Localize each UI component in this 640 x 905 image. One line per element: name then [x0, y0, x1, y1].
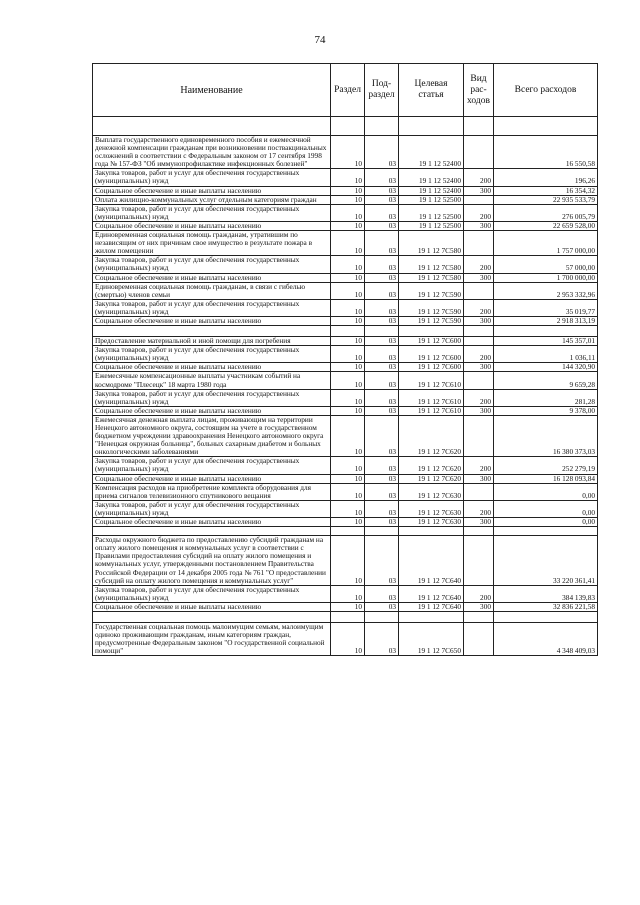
row-section: 10: [331, 337, 365, 346]
row-target: 19 1 12 7С580: [399, 256, 464, 273]
row-name: Социальное обеспечение и иные выплаты населению: [93, 316, 331, 325]
row-expense-type: 300: [464, 221, 494, 230]
header-name: Наименование: [93, 64, 331, 117]
row-section: 10: [331, 136, 365, 169]
row-target: 19 1 12 7С640: [399, 602, 464, 611]
row-expense-type: [464, 231, 494, 256]
row-expense-type: 200: [464, 585, 494, 602]
spacer-cell: [331, 611, 365, 622]
table-row: [93, 474, 598, 483]
row-target: 19 1 12 7С600: [399, 346, 464, 363]
row-subsection: 03: [365, 372, 399, 389]
row-subsection: 03: [365, 536, 399, 586]
row-subsection: 03: [365, 316, 399, 325]
row-name: Компенсация расходов на приобретение комплекта оборудования для приема сигналов телевизионного спутникового вещания: [93, 483, 331, 500]
row-section: 10: [331, 186, 365, 195]
spacer-cell: [331, 326, 365, 337]
row-target: 19 1 12 7С590: [399, 282, 464, 299]
table-row: [93, 500, 598, 517]
table-row: [93, 406, 598, 415]
row-total: 0,00: [494, 483, 598, 500]
row-target: 19 1 12 7С600: [399, 337, 464, 346]
row-name: Закупка товаров, работ и услуг для обеспечения государственных (муниципальных) нужд: [93, 299, 331, 316]
table-row: [93, 316, 598, 325]
row-target: 19 1 12 7С600: [399, 363, 464, 372]
row-section: 10: [331, 282, 365, 299]
row-expense-type: 200: [464, 256, 494, 273]
row-subsection: 03: [365, 169, 399, 186]
row-name: Расходы окружного бюджета по предоставлению субсидий гражданам на оплату жилого помещения и коммунальных услуг в соответствии с Правилами предоставления субсидий на оплату жилого помещения и коммунальных услуг, утвержденными постановлением Правительства Российской Федерации от 14 декабря 2005 года № 761 "О предоставлении субсидий на оплату жилого помещения и коммунальных услуг": [93, 536, 331, 586]
row-total: 384 139,83: [494, 585, 598, 602]
row-target: 19 1 12 7С580: [399, 231, 464, 256]
row-name: Закупка товаров, работ и услуг для обеспечения государственных (муниципальных) нужд: [93, 346, 331, 363]
row-section: 10: [331, 273, 365, 282]
row-section: 10: [331, 483, 365, 500]
row-subsection: 03: [365, 299, 399, 316]
row-total: 9 378,00: [494, 406, 598, 415]
table-row: [93, 622, 598, 655]
row-name: Предоставление материальной и иной помощи для погребения: [93, 337, 331, 346]
row-total: 9 659,28: [494, 372, 598, 389]
table-row: [93, 299, 598, 316]
row-expense-type: 300: [464, 518, 494, 527]
row-name: Единовременная социальная помощь гражданам, в связи с гибелью (смертью) членов семьи: [93, 282, 331, 299]
row-target: 19 1 12 52500: [399, 221, 464, 230]
row-total: 35 019,77: [494, 299, 598, 316]
table-row: [93, 169, 598, 186]
row-expense-type: [464, 136, 494, 169]
row-total: 0,00: [494, 500, 598, 517]
row-name: Закупка товаров, работ и услуг для обеспечения государственных (муниципальных) нужд: [93, 585, 331, 602]
row-total: 16 128 093,84: [494, 474, 598, 483]
row-target: 19 1 12 7С640: [399, 536, 464, 586]
row-total: 2 918 313,19: [494, 316, 598, 325]
table-row: [93, 346, 598, 363]
row-target: 19 1 12 7С590: [399, 316, 464, 325]
table-row: [93, 256, 598, 273]
table-row: [93, 415, 598, 456]
row-total: 144 320,90: [494, 363, 598, 372]
row-target: 19 1 12 7С610: [399, 406, 464, 415]
page-number: 74: [314, 34, 326, 46]
row-target: 19 1 12 52400: [399, 169, 464, 186]
table-row: [93, 389, 598, 406]
row-subsection: 03: [365, 585, 399, 602]
row-total: 1 700 000,00: [494, 273, 598, 282]
row-expense-type: 200: [464, 389, 494, 406]
spacer-cell: [464, 527, 494, 536]
row-target: 19 1 12 7С580: [399, 273, 464, 282]
row-total: 196,26: [494, 169, 598, 186]
row-expense-type: 200: [464, 299, 494, 316]
row-target: 19 1 12 7С650: [399, 622, 464, 655]
row-expense-type: [464, 282, 494, 299]
row-subsection: 03: [365, 204, 399, 221]
row-section: 10: [331, 195, 365, 204]
spacer-cell: [331, 117, 365, 136]
spacer-cell: [464, 117, 494, 136]
row-name: Закупка товаров, работ и услуг для обеспечения государственных (муниципальных) нужд: [93, 204, 331, 221]
table-row: [93, 536, 598, 586]
row-subsection: 03: [365, 622, 399, 655]
row-total: 252 279,19: [494, 457, 598, 474]
budget-table: [92, 63, 598, 656]
row-section: 10: [331, 585, 365, 602]
row-subsection: 03: [365, 273, 399, 282]
row-total: 281,28: [494, 389, 598, 406]
spacer-cell: [365, 117, 399, 136]
row-subsection: 03: [365, 231, 399, 256]
row-target: 19 1 12 7С620: [399, 457, 464, 474]
table-row: [93, 136, 598, 169]
row-target: 19 1 12 7С630: [399, 518, 464, 527]
row-name: Социальное обеспечение и иные выплаты населению: [93, 186, 331, 195]
row-section: 10: [331, 406, 365, 415]
row-section: 10: [331, 204, 365, 221]
row-section: 10: [331, 536, 365, 586]
row-expense-type: 300: [464, 316, 494, 325]
row-expense-type: [464, 195, 494, 204]
row-expense-type: 200: [464, 500, 494, 517]
row-section: 10: [331, 474, 365, 483]
row-total: 22 935 533,79: [494, 195, 598, 204]
table-row: [93, 585, 598, 602]
spacer-cell: [93, 527, 331, 536]
row-subsection: 03: [365, 186, 399, 195]
row-subsection: 03: [365, 389, 399, 406]
spacer-cell: [494, 611, 598, 622]
table-row: [93, 273, 598, 282]
table-row: [93, 231, 598, 256]
row-total: 1 036,11: [494, 346, 598, 363]
row-target: 19 1 12 7С620: [399, 415, 464, 456]
row-expense-type: [464, 536, 494, 586]
row-subsection: 03: [365, 483, 399, 500]
row-total: 4 348 409,03: [494, 622, 598, 655]
row-target: 19 1 12 7С640: [399, 585, 464, 602]
row-name: Оплата жилищно-коммунальных услуг отдельным категориям граждан: [93, 195, 331, 204]
row-section: 10: [331, 415, 365, 456]
row-total: 33 220 361,41: [494, 536, 598, 586]
row-section: 10: [331, 169, 365, 186]
row-expense-type: 300: [464, 186, 494, 195]
table-row: [93, 337, 598, 346]
row-subsection: 03: [365, 474, 399, 483]
table-row: [93, 195, 598, 204]
row-section: 10: [331, 457, 365, 474]
row-subsection: 03: [365, 282, 399, 299]
spacer-cell: [494, 326, 598, 337]
header-expense-type: Вид рас-ходов: [464, 64, 494, 117]
row-name: Социальное обеспечение и иные выплаты населению: [93, 474, 331, 483]
row-expense-type: 200: [464, 346, 494, 363]
spacer-row: [93, 611, 598, 622]
row-section: 10: [331, 518, 365, 527]
table-header-row: [93, 64, 598, 117]
row-section: 10: [331, 363, 365, 372]
row-total: 2 953 332,96: [494, 282, 598, 299]
row-target: 19 1 12 7С630: [399, 483, 464, 500]
row-name: Закупка товаров, работ и услуг для обеспечения государственных (муниципальных) нужд: [93, 389, 331, 406]
row-target: 19 1 12 7С630: [399, 500, 464, 517]
row-name: Государственная социальная помощь малоимущим семьям, малоимущим одиноко проживающим гражданам, иным категориям граждан, предусмотренные Федеральным законом "О государственной социальной помощи": [93, 622, 331, 655]
table-row: [93, 602, 598, 611]
row-name: Ежемесячная денежная выплата лицам, проживающим на территории Ненецкого автономного округа, состоящим на учете в государственном бюджетном учреждении здравоохранения Ненецкого автономного округа "Ненецкая окружная больница", больных сахарным диабетом и больных онкологическими заболеваниями: [93, 415, 331, 456]
row-subsection: 03: [365, 363, 399, 372]
row-expense-type: [464, 415, 494, 456]
table-row: [93, 457, 598, 474]
spacer-cell: [494, 117, 598, 136]
spacer-cell: [93, 117, 331, 136]
spacer-cell: [464, 326, 494, 337]
row-section: 10: [331, 346, 365, 363]
table-body: [93, 117, 598, 656]
row-target: 19 1 12 7С620: [399, 474, 464, 483]
row-expense-type: 200: [464, 457, 494, 474]
row-total: 32 836 221,58: [494, 602, 598, 611]
spacer-row: [93, 326, 598, 337]
spacer-cell: [93, 611, 331, 622]
row-name: Социальное обеспечение и иные выплаты населению: [93, 363, 331, 372]
row-expense-type: [464, 622, 494, 655]
row-expense-type: 200: [464, 169, 494, 186]
row-total: 16 550,58: [494, 136, 598, 169]
row-expense-type: 300: [464, 363, 494, 372]
row-total: 0,00: [494, 518, 598, 527]
table-row: [93, 221, 598, 230]
row-expense-type: 300: [464, 602, 494, 611]
header-subsection: Под-раздел: [365, 64, 399, 117]
spacer-cell: [399, 611, 464, 622]
row-section: 10: [331, 316, 365, 325]
table-row: [93, 372, 598, 389]
row-section: 10: [331, 256, 365, 273]
row-name: Закупка товаров, работ и услуг для обеспечения государственных (муниципальных) нужд: [93, 256, 331, 273]
spacer-cell: [399, 527, 464, 536]
header-section: Раздел: [331, 64, 365, 117]
spacer-cell: [464, 611, 494, 622]
table-row: [93, 483, 598, 500]
row-target: 19 1 12 7С610: [399, 372, 464, 389]
row-target: 19 1 12 52400: [399, 136, 464, 169]
row-expense-type: 300: [464, 273, 494, 282]
row-subsection: 03: [365, 337, 399, 346]
table-row: [93, 518, 598, 527]
row-subsection: 03: [365, 602, 399, 611]
spacer-cell: [494, 527, 598, 536]
row-expense-type: [464, 372, 494, 389]
spacer-cell: [365, 326, 399, 337]
row-expense-type: [464, 337, 494, 346]
row-section: 10: [331, 221, 365, 230]
row-subsection: 03: [365, 518, 399, 527]
spacer-row: [93, 527, 598, 536]
row-total: 16 354,32: [494, 186, 598, 195]
spacer-cell: [365, 527, 399, 536]
row-subsection: 03: [365, 256, 399, 273]
row-subsection: 03: [365, 136, 399, 169]
row-name: Социальное обеспечение и иные выплаты населению: [93, 518, 331, 527]
row-subsection: 03: [365, 406, 399, 415]
row-name: Закупка товаров, работ и услуг для обеспечения государственных (муниципальных) нужд: [93, 169, 331, 186]
row-expense-type: 200: [464, 204, 494, 221]
row-total: 276 005,79: [494, 204, 598, 221]
row-section: 10: [331, 602, 365, 611]
row-total: 22 659 528,00: [494, 221, 598, 230]
row-section: 10: [331, 622, 365, 655]
row-name: Социальное обеспечение и иные выплаты населению: [93, 406, 331, 415]
row-name: Социальное обеспечение и иные выплаты населению: [93, 221, 331, 230]
row-target: 19 1 12 52500: [399, 204, 464, 221]
row-subsection: 03: [365, 457, 399, 474]
row-section: 10: [331, 231, 365, 256]
row-name: Закупка товаров, работ и услуг для обеспечения государственных (муниципальных) нужд: [93, 457, 331, 474]
row-section: 10: [331, 299, 365, 316]
row-target: 19 1 12 52400: [399, 186, 464, 195]
row-subsection: 03: [365, 195, 399, 204]
row-name: Ежемесячные компенсационные выплаты участникам событий на космодроме "Плесецк" 18 марта 1980 года: [93, 372, 331, 389]
row-name: Закупка товаров, работ и услуг для обеспечения государственных (муниципальных) нужд: [93, 500, 331, 517]
row-total: 145 357,01: [494, 337, 598, 346]
row-subsection: 03: [365, 346, 399, 363]
row-subsection: 03: [365, 415, 399, 456]
spacer-row: [93, 117, 598, 136]
row-section: 10: [331, 500, 365, 517]
table-row: [93, 363, 598, 372]
row-total: 57 000,00: [494, 256, 598, 273]
row-expense-type: 300: [464, 406, 494, 415]
row-name: Социальное обеспечение и иные выплаты населению: [93, 273, 331, 282]
row-section: 10: [331, 372, 365, 389]
table-row: [93, 186, 598, 195]
row-expense-type: 300: [464, 474, 494, 483]
spacer-cell: [331, 527, 365, 536]
spacer-cell: [365, 611, 399, 622]
row-section: 10: [331, 389, 365, 406]
header-total: Всего расходов: [494, 64, 598, 117]
row-target: 19 1 12 7С610: [399, 389, 464, 406]
row-target: 19 1 12 52500: [399, 195, 464, 204]
table-row: [93, 204, 598, 221]
row-name: Единовременная социальная помощь гражданам, утратившим по независящим от них причинам свое имущество в результате пожара в жилом помещении: [93, 231, 331, 256]
row-subsection: 03: [365, 221, 399, 230]
row-subsection: 03: [365, 500, 399, 517]
spacer-cell: [399, 117, 464, 136]
row-name: Социальное обеспечение и иные выплаты населению: [93, 602, 331, 611]
table-row: [93, 282, 598, 299]
header-target: Целевая статья: [399, 64, 464, 117]
spacer-cell: [399, 326, 464, 337]
row-total: 1 757 000,00: [494, 231, 598, 256]
row-expense-type: [464, 483, 494, 500]
row-total: 16 380 373,03: [494, 415, 598, 456]
row-name: Выплата государственного единовременного пособия и ежемесячной денежной компенсации гражданам при возникновении поствакцинальных осложнений в соответствии с Федеральным законом от 17 сентября 1998 года № 157-ФЗ "Об иммунопрофилактике инфекционных болезней": [93, 136, 331, 169]
row-target: 19 1 12 7С590: [399, 299, 464, 316]
spacer-cell: [93, 326, 331, 337]
